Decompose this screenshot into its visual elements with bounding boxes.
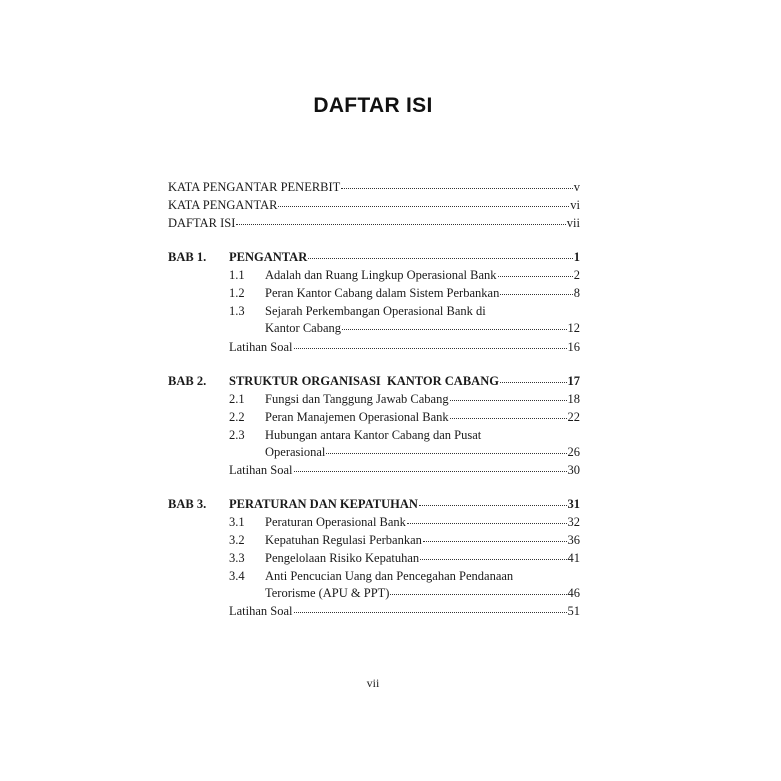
- section-number: 2.3: [229, 428, 245, 442]
- dot-leader: [342, 329, 566, 330]
- toc-entry-page: 26: [567, 445, 580, 459]
- toc-entry-page: 16: [567, 340, 580, 354]
- toc-entry-page: 51: [567, 604, 580, 618]
- toc-entry-section[interactable]: [265, 267, 580, 283]
- section-title: Adalah dan Ruang Lingkup Operasional Bank: [265, 268, 497, 282]
- section-title-cont: Terorisme (APU & PPT): [265, 586, 390, 600]
- toc-entry-chapter[interactable]: [229, 249, 580, 265]
- dot-leader: [450, 400, 567, 401]
- page-number-footer: vii: [366, 676, 380, 690]
- toc-entry-page: 46: [567, 586, 580, 600]
- chapter-title: PENGANTAR: [229, 250, 308, 264]
- toc-entry-page: 30: [567, 463, 580, 477]
- dot-leader: [407, 523, 567, 524]
- toc-entry-page: 8: [573, 286, 580, 300]
- section-number: 1.1: [229, 268, 245, 282]
- chapter-title: STRUKTUR ORGANISASI KANTOR CABANG: [229, 374, 499, 388]
- section-title: Sejarah Perkembangan Operasional Bank di: [265, 304, 486, 318]
- exercise-label: Latihan Soal: [229, 604, 293, 618]
- chapter-label: BAB 1.: [168, 250, 207, 264]
- exercise-label: Latihan Soal: [229, 340, 293, 354]
- toc-entry-section[interactable]: [265, 285, 580, 301]
- toc-entry-page: 17: [567, 374, 580, 388]
- toc-entry-label: DAFTAR ISI: [168, 216, 236, 230]
- dot-leader: [498, 276, 573, 277]
- toc-entry-label: KATA PENGANTAR PENERBIT: [168, 180, 341, 194]
- section-number: 3.3: [229, 551, 245, 565]
- toc-entry-page: 41: [567, 551, 580, 565]
- toc-entry-page: 22: [567, 410, 580, 424]
- dot-leader: [294, 348, 567, 349]
- section-title: Anti Pencucian Uang dan Pencegahan Pendanaan: [265, 569, 514, 583]
- toc-entry-chapter[interactable]: [229, 373, 580, 389]
- toc-entry-front[interactable]: [168, 197, 580, 213]
- section-number: 3.2: [229, 533, 245, 547]
- dot-leader: [423, 541, 567, 542]
- toc-entry-exercise[interactable]: [229, 339, 580, 355]
- toc-entry-chapter[interactable]: [229, 496, 580, 512]
- dot-leader: [341, 188, 572, 189]
- section-title-cont: Kantor Cabang: [265, 321, 342, 335]
- toc-entry-front[interactable]: [168, 215, 580, 231]
- section-number: 2.1: [229, 392, 245, 406]
- toc-entry-page: 31: [567, 497, 580, 511]
- toc-entry-exercise[interactable]: [229, 462, 580, 478]
- dot-leader: [500, 294, 572, 295]
- toc-entry-page: 1: [573, 250, 580, 264]
- section-title: Hubungan antara Kantor Cabang dan Pusat: [265, 428, 482, 442]
- dot-leader: [308, 258, 573, 259]
- toc-entry-section[interactable]: [265, 391, 580, 407]
- toc-entry-page: 32: [567, 515, 580, 529]
- section-number: 3.4: [229, 569, 245, 583]
- toc-entry-section[interactable]: [265, 409, 580, 425]
- toc-entry-exercise[interactable]: [229, 603, 580, 619]
- dot-leader: [278, 206, 569, 207]
- section-title-cont: Operasional: [265, 445, 326, 459]
- toc-entry-label: KATA PENGANTAR: [168, 198, 278, 212]
- toc-entry-section[interactable]: [265, 320, 580, 336]
- toc-entry-page: 12: [567, 321, 580, 335]
- dot-leader: [294, 612, 567, 613]
- toc-entry-section[interactable]: [265, 585, 580, 601]
- toc-entry-section[interactable]: [265, 444, 580, 460]
- chapter-label: BAB 3.: [168, 497, 207, 511]
- dot-leader: [420, 559, 566, 560]
- section-number: 3.1: [229, 515, 245, 529]
- section-number: 1.3: [229, 304, 245, 318]
- section-title: Pengelolaan Risiko Kepatuhan: [265, 551, 420, 565]
- section-title: Peraturan Operasional Bank: [265, 515, 406, 529]
- dot-leader: [500, 382, 567, 383]
- dot-leader: [236, 224, 565, 225]
- toc-entry-section[interactable]: [265, 532, 580, 548]
- exercise-label: Latihan Soal: [229, 463, 293, 477]
- chapter-label: BAB 2.: [168, 374, 207, 388]
- toc-entry-page: 18: [567, 392, 580, 406]
- toc-entry-section[interactable]: [265, 550, 580, 566]
- toc-entry-page: vii: [566, 216, 580, 230]
- toc-entry-page: v: [573, 180, 580, 194]
- dot-leader: [326, 453, 566, 454]
- dot-leader: [450, 418, 567, 419]
- toc-entry-page: 2: [573, 268, 580, 282]
- section-number: 1.2: [229, 286, 245, 300]
- toc-entry-page: 36: [567, 533, 580, 547]
- dot-leader: [390, 594, 566, 595]
- section-title: Peran Kantor Cabang dalam Sistem Perbankan: [265, 286, 500, 300]
- dot-leader: [294, 471, 567, 472]
- toc-entry-page: vi: [570, 198, 580, 212]
- toc-entry-front[interactable]: [168, 179, 580, 195]
- section-title: Kepatuhan Regulasi Perbankan: [265, 533, 422, 547]
- page-title: DAFTAR ISI: [313, 94, 433, 117]
- toc-entry-section[interactable]: [265, 514, 580, 530]
- section-number: 2.2: [229, 410, 245, 424]
- chapter-title: PERATURAN DAN KEPATUHAN: [229, 497, 418, 511]
- dot-leader: [419, 505, 567, 506]
- section-title: Peran Manajemen Operasional Bank: [265, 410, 449, 424]
- section-title: Fungsi dan Tanggung Jawab Cabang: [265, 392, 449, 406]
